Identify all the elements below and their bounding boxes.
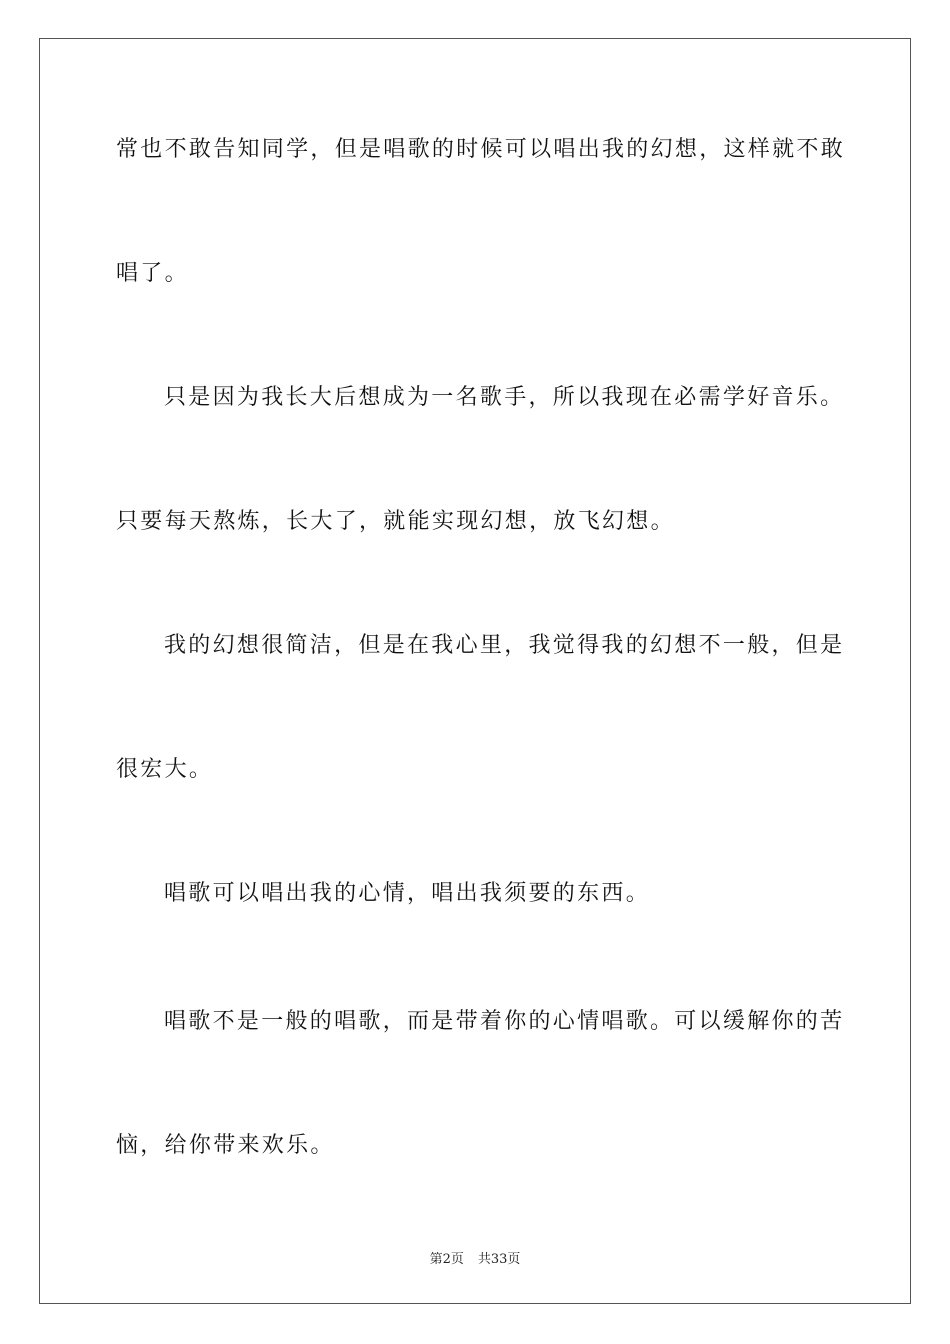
text-line: 只要每天熬炼，长大了，就能实现幻想，放飞幻想。 — [116, 509, 675, 534]
page-border — [39, 38, 911, 1304]
paragraph-start: 唱歌不是一般的唱歌，而是带着你的心情唱歌。可以缓解你的苦 — [164, 1009, 845, 1034]
page-number: 第2页 — [429, 1252, 464, 1267]
paragraph-start: 我的幻想很简洁，但是在我心里，我觉得我的幻想不一般，但是 — [164, 633, 845, 658]
paragraph-start: 唱歌可以唱出我的心情，唱出我须要的东西。 — [164, 881, 651, 906]
page-footer — [0, 1248, 950, 1267]
page-total: 共33页 — [477, 1252, 521, 1267]
text-line: 常也不敢告知同学，但是唱歌的时候可以唱出我的幻想，这样就不敢 — [116, 137, 846, 162]
paragraph-start: 只是因为我长大后想成为一名歌手，所以我现在必需学好音乐。 — [164, 385, 845, 410]
text-line: 唱了。 — [116, 261, 189, 286]
text-line: 很宏大。 — [116, 757, 214, 782]
text-line: 恼，给你带来欢乐。 — [116, 1133, 335, 1158]
